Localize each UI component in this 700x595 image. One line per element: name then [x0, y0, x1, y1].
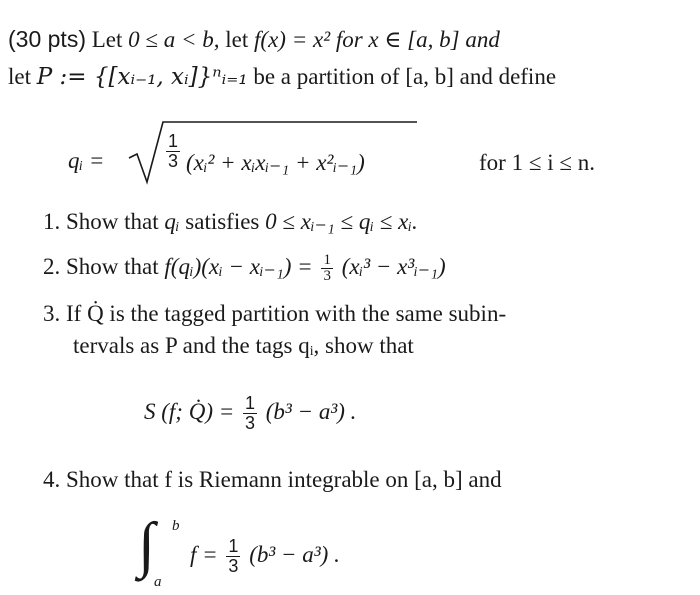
list-item-3	[43, 300, 506, 328]
qi-condition-wrap	[479, 149, 595, 177]
qi-lhs: qᵢ =	[68, 148, 105, 173]
item-4-number: 4.	[43, 467, 61, 492]
item-1-number: 1.	[43, 209, 61, 234]
item-3-text-line-1: If Q̇ is the tagged partition with the same subin-	[66, 301, 507, 326]
sum-equation	[144, 394, 356, 433]
item-2-frac-num: 1	[323, 252, 331, 269]
qi-condition: for 1 ≤ i ≤ n.	[479, 150, 595, 175]
sum-rhs: (b³ − a³) .	[265, 398, 357, 424]
list-item-3-cont	[73, 332, 414, 360]
item-2-fraction	[321, 253, 333, 284]
item-2-math: f(qᵢ)(xᵢ − xᵢ₋₁) =	[164, 254, 313, 279]
function-definition: f(x) = x² for x ∈ [a, b] and	[254, 27, 500, 52]
sum-frac-num: 1	[245, 393, 256, 413]
integral-sign-icon: ∫	[138, 511, 155, 579]
integral-frac-num: 1	[228, 536, 239, 556]
problem-line-1	[8, 25, 500, 54]
line2-let: let	[8, 64, 31, 89]
sum-fraction	[243, 394, 257, 433]
item-2-number: 2.	[43, 254, 61, 279]
item-3-number: 3.	[43, 301, 61, 326]
sum-lhs: S (f; Q̇) =	[144, 398, 235, 424]
intro-let: Let	[91, 27, 123, 52]
qi-inner-wrap	[186, 149, 365, 177]
item-4-text: Show that f is Riemann integrable on [a, b] and	[66, 467, 502, 492]
integral-lhs: f =	[190, 541, 218, 567]
qi-fraction	[166, 132, 180, 171]
sum-frac-den: 3	[245, 413, 256, 433]
item-1-math: qᵢ	[164, 209, 180, 234]
problem-line-2	[8, 63, 556, 91]
item-2-rhs: (xᵢ³ − x³ᵢ₋₁)	[341, 254, 446, 279]
line2-rest: be a partition of [a, b] and define	[253, 64, 557, 89]
item-3-text-line-2: tervals as P and the tags qᵢ, show that	[73, 333, 414, 358]
list-item-2	[43, 253, 446, 284]
qi-frac-wrap	[163, 132, 183, 171]
integral-frac-den: 3	[228, 556, 239, 576]
item-1-inequality: 0 ≤ xᵢ₋₁ ≤ qᵢ ≤ xᵢ.	[265, 209, 418, 234]
item-1-text: Show that	[66, 209, 159, 234]
item-2-text: Show that	[66, 254, 159, 279]
list-item-1	[43, 208, 418, 236]
partition-definition: P := {[xᵢ₋₁, xᵢ]}ⁿᵢ₌₁	[36, 64, 248, 90]
item-2-frac-den: 3	[323, 268, 331, 285]
integral-lower-limit: a	[154, 574, 162, 590]
integral-rhs: (b³ − a³) .	[249, 541, 340, 567]
integral-fraction	[226, 537, 240, 576]
let-f-word: let	[225, 27, 249, 52]
integral-equation	[190, 537, 340, 576]
qi-inner-expression: (xᵢ² + xᵢxᵢ₋₁ + x²ᵢ₋₁)	[186, 150, 365, 175]
qi-equation	[68, 147, 104, 175]
condition-a-b: 0 ≤ a < b,	[128, 27, 220, 52]
item-1-text-mid: satisfies	[185, 209, 260, 234]
list-item-4	[43, 466, 502, 494]
qi-frac-num: 1	[168, 131, 179, 151]
points-label: (30 pts)	[8, 26, 86, 52]
qi-frac-den: 3	[168, 151, 179, 171]
integral-upper-limit: b	[172, 518, 180, 534]
